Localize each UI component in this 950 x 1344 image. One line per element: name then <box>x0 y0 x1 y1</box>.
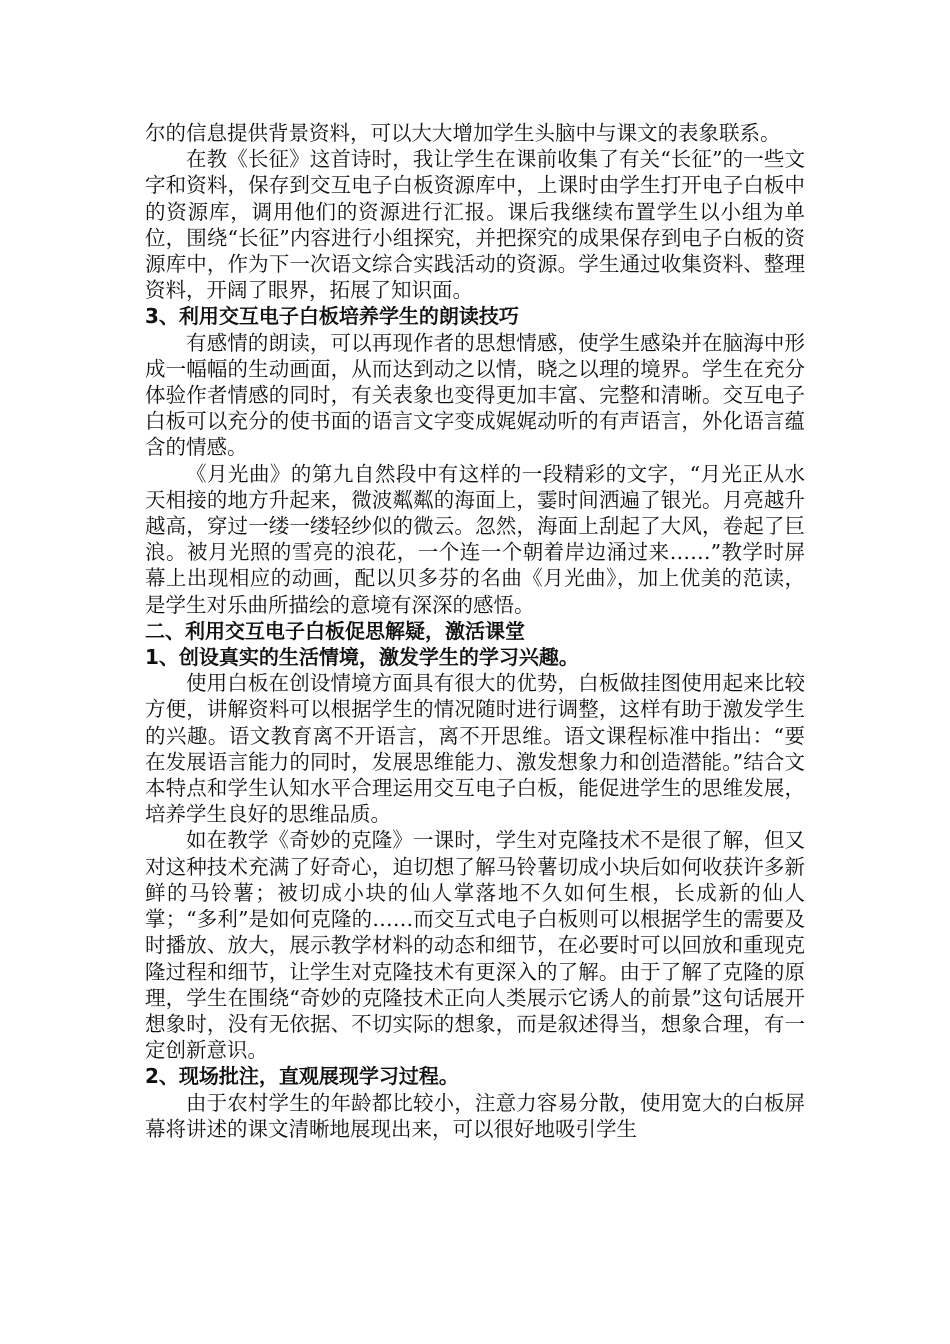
document-page <box>145 120 805 1142</box>
paragraph-cloning-lesson: 如在教学《奇妙的克隆》一课时，学生对克隆技术不是很了解，但又对这种技术充满了好奇心，迫切想了解马铃薯切成小块后如何收获许多新鲜的马铃薯；被切成小块的仙人掌落地不久如何生根，长成新的仙人掌；“多利”是如何克隆的……而交互式电子白板则可以根据学生的需要及时播放、放大，展示教学材料的动态和细节，在必要时可以回放和重现克隆过程和细节，让学生对克隆技术有更深入的了解。由于了解了克隆的原理，学生在围绕“奇妙的克隆技术正向人类展示它诱人的前景”这句话展开想象时，没有无依据、不切实际的想象，而是叙述得当，想象合理，有一定创新意识。 <box>145 828 805 1063</box>
section-heading-annotation: 2、现场批注，直观展现学习过程。 <box>145 1064 459 1089</box>
paragraph-whiteboard-context: 使用白板在创设情境方面具有很大的优势，白板做挂图使用起来比较方便，讲解资料可以根据学生的情况随时进行调整，这样有助于激发学生的兴趣。语文教育离不开语言，离不开思维。语文课程标准中指出：“要在发展语言能力的同时，发展思维能力、激发想象力和创造潜能。”结合文本特点和学生认知水平合理运用交互电子白板，能促进学生的思维发展，培养学生良好的思维品质。 <box>145 671 805 827</box>
paragraph-changzheng: 在教《长征》这首诗时，我让学生在课前收集了有关“长征”的一些文字和资料，保存到交互电子白板资源库中，上课时由学生打开电子白板中的资源库，调用他们的资源进行汇报。课后我继续布置学生以小组为单位，围绕“长征”内容进行小组探究，并把探究的成果保存到电子白板的资源库中，作为下一次语文综合实践活动的资源。学生通过收集资料、整理资料，开阔了眼界，拓展了知识面。 <box>145 147 805 303</box>
section-heading-reading-skills: 3、利用交互电子白板培养学生的朗读技巧 <box>145 304 519 329</box>
paragraph-continuation: 尔的信息提供背景资料，可以大大增加学生头脑中与课文的表象联系。 <box>145 121 781 145</box>
paragraph-rural-students: 由于农村学生的年龄都比较小，注意力容易分散，使用宽大的白板屏幕将讲述的课文清晰地展现出来，可以很好地吸引学生 <box>145 1090 805 1141</box>
paragraph-moonlight-sonata: 《月光曲》的第九自然段中有这样的一段精彩的文字，“月光正从水天相接的地方升起来，微波粼粼的海面上，霎时间洒遍了银光。月亮越升越高，穿过一缕一缕轻纱似的微云。忽然，海面上刮起了大风，卷起了巨浪。被月光照的雪亮的浪花，一个连一个朝着岸边涌过来……”教学时屏幕上出现相应的动画，配以贝多芬的名曲《月光曲》，加上优美的范读，是学生对乐曲所描绘的意境有深深的感悟。 <box>145 461 805 617</box>
section-heading-part-two: 二、利用交互电子白板促思解疑，激活课堂 <box>145 618 525 643</box>
paragraph-emotional-reading: 有感情的朗读，可以再现作者的思想情感，使学生感染并在脑海中形成一幅幅的生动画面，从而达到动之以情，晓之以理的境界。学生在充分体验作者情感的同时，有关表象也变得更加丰富、完整和清晰。交互电子白板可以充分的使书面的语言文字变成娓娓动听的有声语言，外化语言蕴含的情感。 <box>145 330 805 460</box>
section-heading-real-life-context: 1、创设真实的生活情境，激发学生的学习兴趣。 <box>145 645 579 670</box>
